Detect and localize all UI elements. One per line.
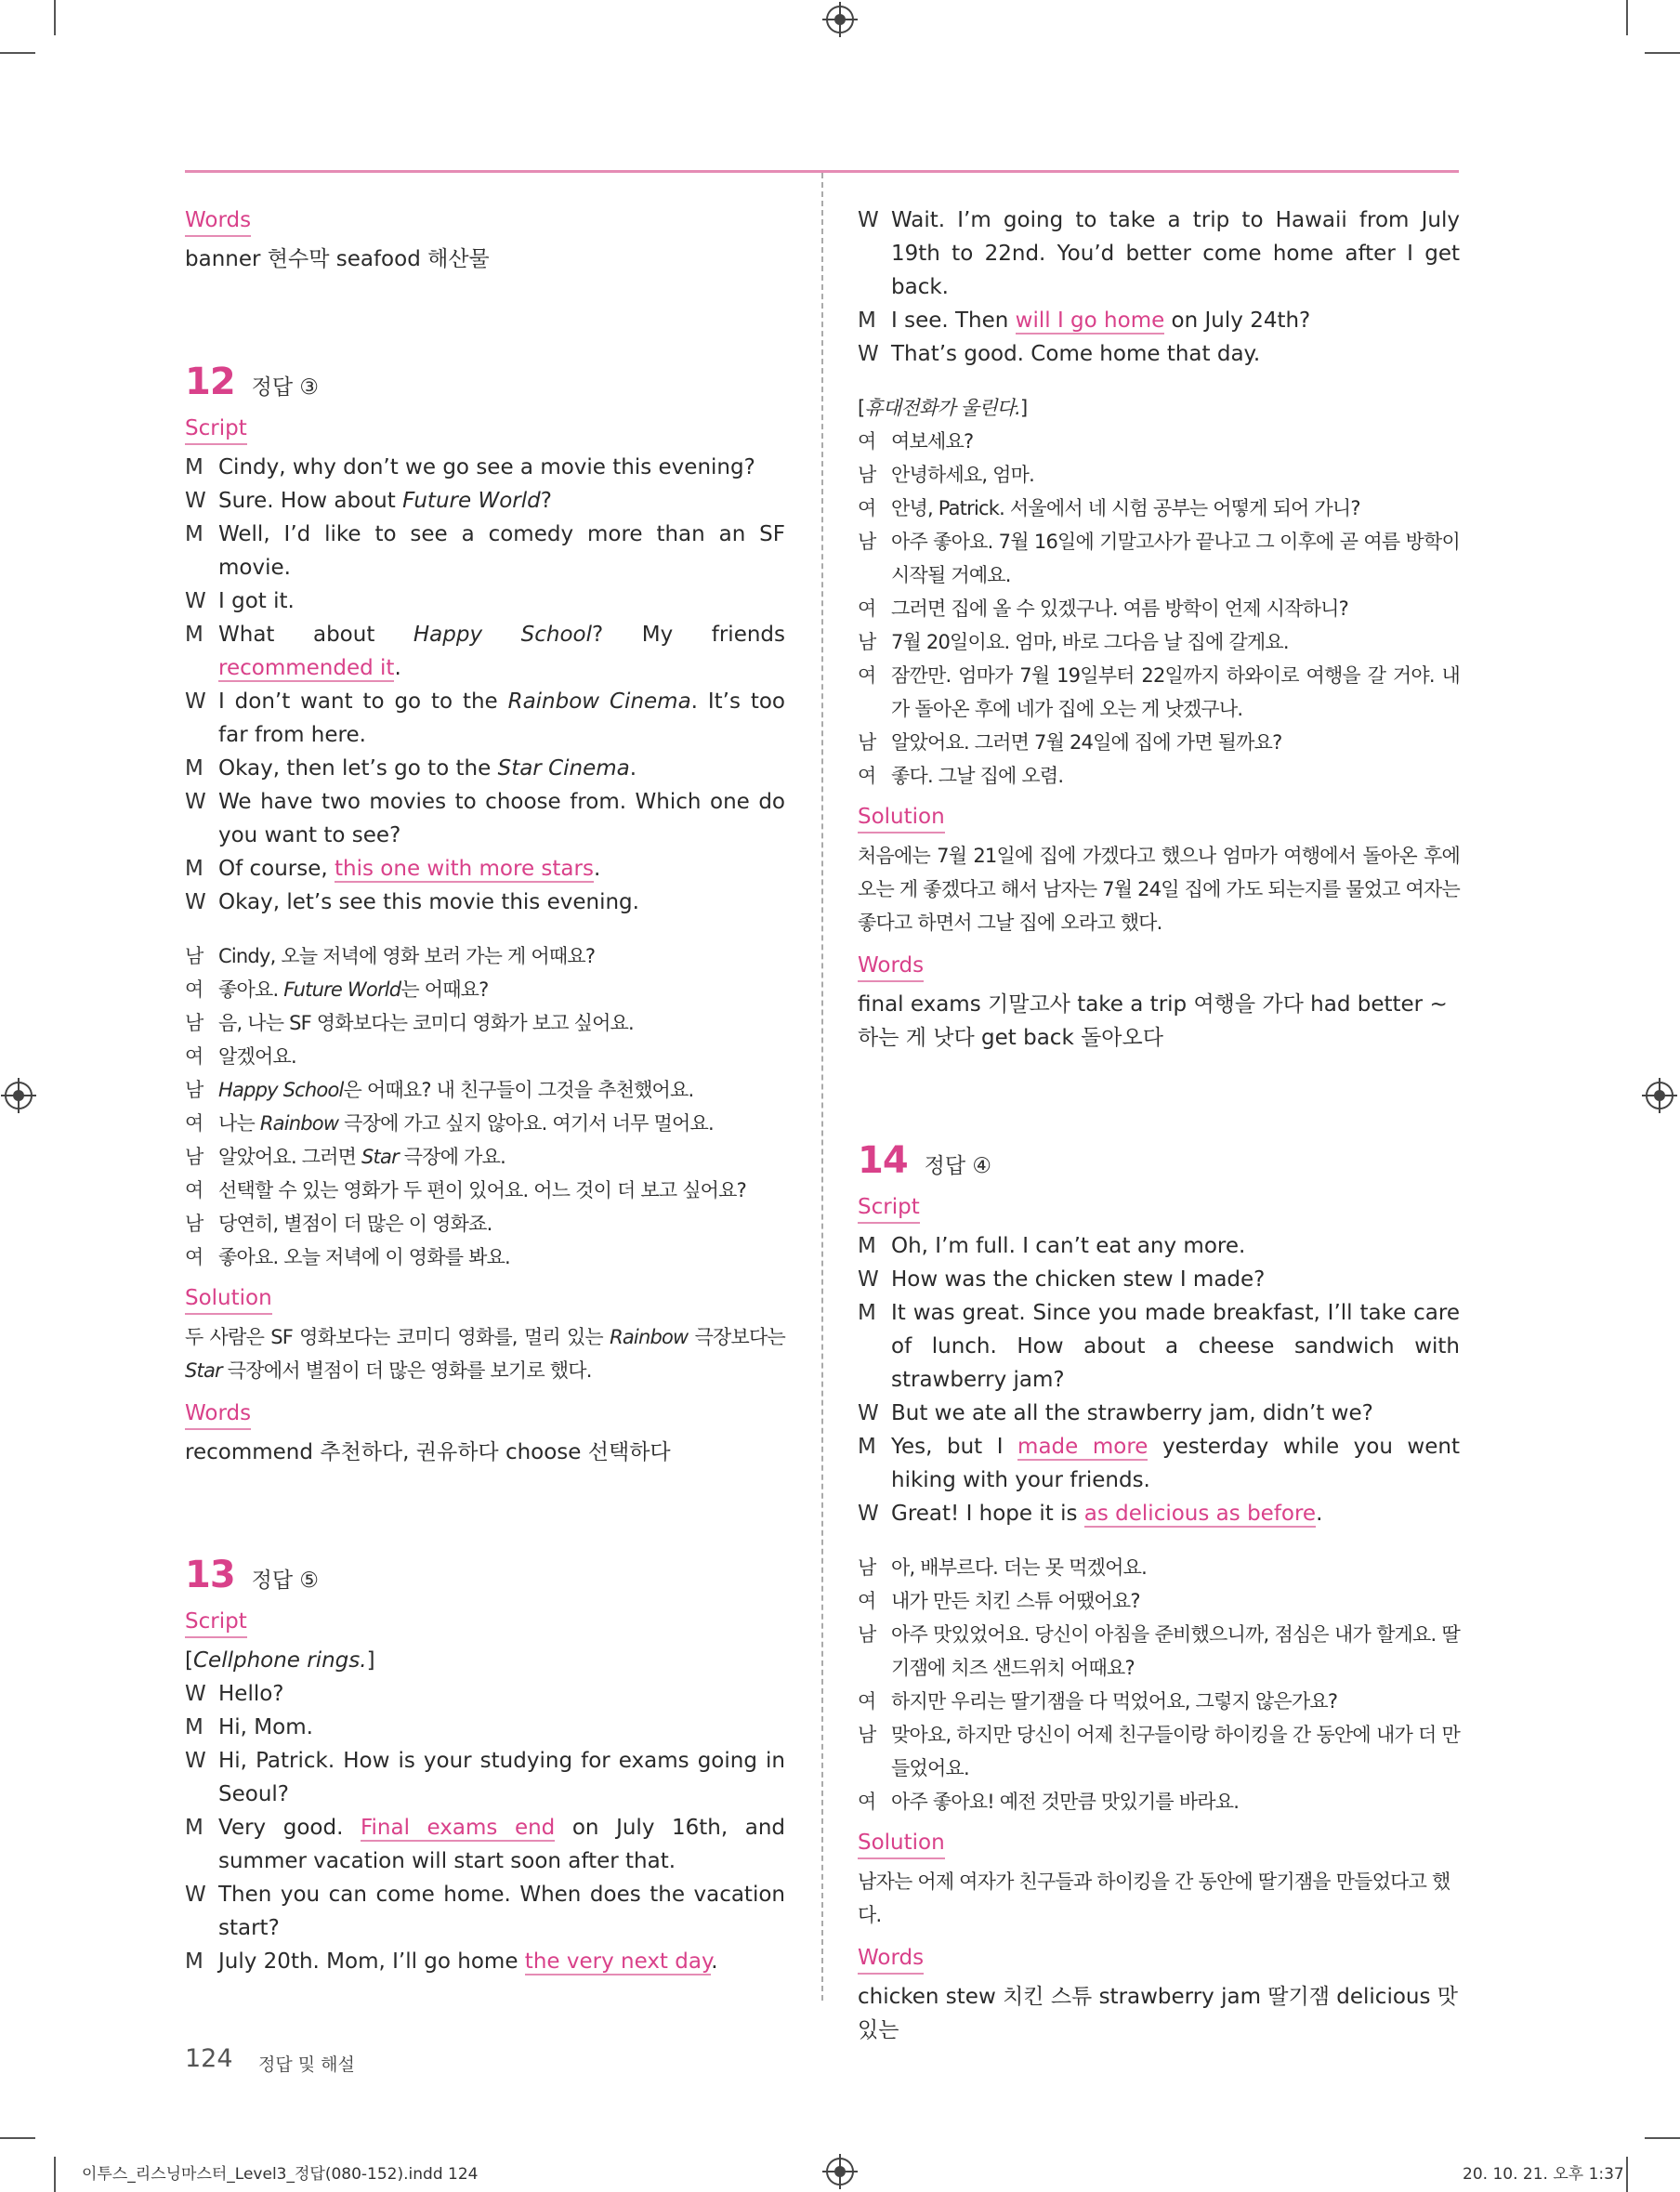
stage-direction: [Cellphone rings.]: [185, 1648, 375, 1673]
translation-line: 남 아, 배부르다. 더는 못 먹겠어요.: [858, 1556, 1147, 1579]
translation-line: 남 맞아요, 하지만 당신이 어제 친구들이랑 하이킹을 간 동안에 내가 더 만들었어요.: [858, 1724, 1461, 1779]
solution-text: 남자는 어제 여자가 친구들과 하이킹을 간 동안에 딸기잼을 만들었다고 했다.: [858, 1870, 1450, 1926]
script-line: M Okay, then let’s go to the Star Cinema.: [185, 756, 637, 781]
question-number: 13: [185, 1554, 235, 1596]
crop-mark: [1626, 2157, 1628, 2192]
translation-line: 남 Happy School은 어때요? 내 친구들이 그것을 추천했어요.: [185, 1079, 694, 1101]
translation-line: 남 7월 20일이요. 엄마, 바로 그다음 날 집에 갈게요.: [858, 631, 1289, 653]
script-line: W Hi, Patrick. How is your studying for exams going in Seoul?: [185, 1749, 785, 1806]
script-line: W But we ate all the strawberry jam, didn’t we?: [858, 1401, 1373, 1425]
script-line: W Sure. How about Future World?: [185, 489, 552, 513]
translation-q14: [858, 1551, 1460, 1818]
script-line: M July 20th. Mom, I’ll go home the very next day.: [185, 1949, 718, 1974]
script-label: Script: [185, 414, 247, 445]
crop-mark: [1645, 52, 1680, 54]
words-label: Words: [185, 1399, 251, 1430]
blank-answer: made more: [1017, 1435, 1148, 1459]
crop-mark: [54, 2157, 56, 2192]
blank-answer: as delicious as before: [1083, 1502, 1317, 1526]
script-line: W Great! I hope it is as delicious as before.: [858, 1502, 1323, 1526]
script-line: W That’s good. Come home that day.: [858, 342, 1261, 366]
crop-mark: [0, 2137, 35, 2139]
script-line: M Yes, but I made more yesterday while you went hiking with your friends.: [858, 1435, 1460, 1492]
question-header-12: [185, 361, 785, 404]
script-line: M Well, I’d like to see a comedy more than an SF movie.: [185, 522, 785, 580]
script-line: M What about Happy School? My friends recommended it.: [185, 623, 786, 680]
translation-line: 남 알았어요. 그러면 Star 극장에 가요.: [185, 1146, 505, 1168]
translation-line: 남 당연히, 별점이 더 많은 이 영화죠.: [185, 1213, 492, 1235]
translation-line: 여 나는 Rainbow 극장에 가고 싶지 않아요. 여기서 너무 멀어요.: [185, 1112, 714, 1135]
script-label: Script: [858, 1193, 920, 1224]
script-line: W Then you can come home. When does the vacation start?: [185, 1883, 785, 1940]
blank-answer: this one with more stars: [335, 857, 594, 881]
page-number: 124: [185, 2044, 233, 2073]
translation-line: 여 여보세요?: [858, 430, 974, 453]
words-label: Words: [185, 206, 251, 237]
question-number: 14: [858, 1139, 908, 1182]
words-text: final exams 기말고사 take a trip 여행을 가다 had better ~하는 게 낫다 get back 돌아오다: [858, 992, 1448, 1050]
solution-text: 두 사람은 SF 영화보다는 코미디 영화를, 멀리 있는 Rainbow 극장보다는 Star 극장에서 별점이 더 많은 영화를 보기로 했다.: [185, 1326, 785, 1382]
translation-line: 남 안녕하세요, 엄마.: [858, 464, 1035, 486]
translation-line: 여 알겠어요.: [185, 1045, 296, 1068]
translation-line: 여 좋아요. Future World는 어때요?: [185, 978, 489, 1001]
script-line: W Okay, let’s see this movie this evening.: [185, 890, 639, 914]
script-line: W Hello?: [185, 1682, 284, 1706]
script-line: M I see. Then will I go home on July 24th?: [858, 308, 1311, 333]
script-line: W I got it.: [185, 589, 295, 613]
question-header-14: [858, 1139, 1460, 1183]
translation-line: 남 음, 나는 SF 영화보다는 코미디 영화가 보고 싶어요.: [185, 1012, 634, 1034]
translation-line: 여 하지만 우리는 딸기잼을 다 먹었어요, 그렇지 않은가요?: [858, 1690, 1338, 1713]
column-divider: [821, 173, 823, 2001]
script-q12: [185, 451, 785, 919]
translation-q13: [858, 391, 1460, 793]
blank-answer: the very next day: [524, 1949, 712, 1974]
registration-mark-icon: [5, 1082, 33, 1109]
registration-mark-icon: [1646, 1082, 1673, 1109]
script-q13-continued: [858, 203, 1460, 371]
translation-line: 남 Cindy, 오늘 저녁에 영화 보러 가는 게 어때요?: [185, 945, 596, 967]
script-line: M Hi, Mom.: [185, 1715, 313, 1739]
script-line: W We have two movies to choose from. Which one do you want to see?: [185, 790, 785, 847]
translation-line: 여 내가 만든 치킨 스튜 어땠어요?: [858, 1590, 1140, 1612]
crop-mark: [0, 52, 35, 54]
translation-line: 여 안녕, Patrick. 서울에서 네 시험 공부는 어떻게 되어 가니?: [858, 497, 1360, 519]
crop-mark: [1645, 2137, 1680, 2139]
crop-mark: [54, 0, 56, 35]
script-q13: [185, 1644, 785, 1978]
words-label: Words: [858, 952, 924, 982]
solution-label: Solution: [185, 1284, 272, 1315]
script-line: M Very good. Final exams end on July 16th, and summer vacation will start soon after that.: [185, 1816, 786, 1873]
answer-key: 정답 ③: [251, 375, 320, 400]
words-label: Words: [858, 1944, 924, 1975]
translation-line: 남 알았어요. 그러면 7월 24일에 집에 가면 될까요?: [858, 731, 1282, 754]
translation-line: 남 아주 맛있었어요. 당신이 아침을 준비했으니까, 점심은 내가 할게요. 딸기잼에 치즈 샌드위치 어때요?: [858, 1623, 1460, 1679]
script-line: M Oh, I’m full. I can’t eat any more.: [858, 1234, 1246, 1258]
left-column: [185, 203, 785, 1978]
solution-label: Solution: [858, 803, 945, 833]
question-number: 12: [185, 361, 235, 403]
script-line: M Of course, this one with more stars.: [185, 857, 601, 881]
translation-line: 남 아주 좋아요. 7월 16일에 기말고사가 끝나고 그 이후에 곧 여름 방학이 시작될 거예요.: [858, 531, 1460, 586]
right-column: [858, 203, 1460, 2047]
script-line: W Wait. I’m going to take a trip to Hawaii from July 19th to 22nd. You’d better come home after I get back.: [858, 208, 1460, 299]
blank-answer: will I go home: [1015, 308, 1165, 333]
translation-line: 여 잠깐만. 엄마가 7월 19일부터 22일까지 하와이로 여행을 갈 거야. 내가 돌아온 후에 네가 집에 오는 게 낫겠구나.: [858, 664, 1460, 720]
file-slug: 이투스_리스닝마스터_Level3_정답(080-152).indd 124: [82, 2165, 479, 2184]
blank-answer: Final exams end: [360, 1816, 556, 1840]
words-text: chicken stew 치킨 스튜 strawberry jam 딸기잼 delicious 맛있는: [858, 1985, 1458, 2042]
registration-mark-icon: [826, 6, 854, 33]
stage-direction: [휴대전화가 울린다.]: [858, 397, 1028, 419]
script-line: W How was the chicken stew I made?: [858, 1267, 1266, 1292]
translation-line: 여 좋아요. 오늘 저녁에 이 영화를 봐요.: [185, 1246, 510, 1268]
translation-line: 여 아주 좋아요! 예전 것만큼 맛있기를 바라요.: [858, 1791, 1240, 1813]
solution-text: 처음에는 7월 21일에 집에 가겠다고 했으나 엄마가 여행에서 돌아온 후에 오는 게 좋겠다고 해서 남자는 7월 24일 집에 가도 되는지를 물었고 여자는 좋다고 하면서 그날 집에 오라고 했다.: [858, 845, 1460, 934]
words-text: banner 현수막 seafood 해산물: [185, 247, 490, 271]
print-timestamp: 20. 10. 21. 오후 1:37: [1463, 2165, 1624, 2184]
registration-mark-icon: [826, 2158, 854, 2185]
script-label: Script: [185, 1608, 247, 1638]
words-text: recommend 추천하다, 권유하다 choose 선택하다: [185, 1440, 671, 1464]
translation-q12: [185, 939, 785, 1274]
answer-key: 정답 ④: [924, 1154, 992, 1178]
script-line: W I don’t want to go to the Rainbow Cinema. It’s too far from here.: [185, 689, 785, 747]
answer-key: 정답 ⑤: [251, 1569, 320, 1593]
translation-line: 여 선택할 수 있는 영화가 두 편이 있어요. 어느 것이 더 보고 싶어요?: [185, 1179, 746, 1201]
question-header-13: [185, 1554, 785, 1597]
solution-label: Solution: [858, 1829, 945, 1859]
blank-answer: recommended it: [218, 656, 395, 680]
script-line: M Cindy, why don’t we go see a movie this evening?: [185, 455, 755, 479]
crop-mark: [1626, 0, 1628, 35]
section-title: 정답 및 해설: [258, 2054, 355, 2075]
translation-line: 여 좋다. 그날 집에 오렴.: [858, 765, 1064, 787]
script-q14: [858, 1229, 1460, 1530]
translation-line: 여 그러면 집에 올 수 있겠구나. 여름 방학이 언제 시작하니?: [858, 597, 1348, 620]
script-line: M It was great. Since you made breakfast, I’ll take care of lunch. How about a cheese sandwich with strawberry jam?: [858, 1301, 1460, 1392]
